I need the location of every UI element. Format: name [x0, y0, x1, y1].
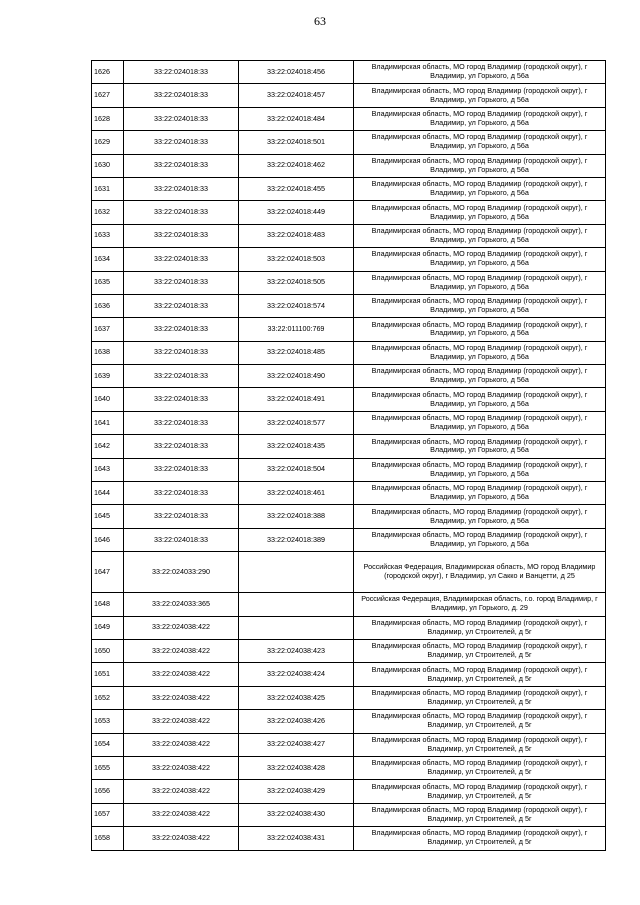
row-number-cell: 1637: [92, 318, 124, 341]
table-row: [92, 827, 606, 850]
table-row: [92, 803, 606, 826]
row-number-cell: 1650: [92, 639, 124, 662]
parent-cadastral-cell: 33:22:024038:422: [124, 733, 239, 756]
table-row: [92, 61, 606, 84]
registry-table: [91, 60, 606, 851]
cadastral-number-cell: 33:22:024018:491: [239, 388, 354, 411]
parent-cadastral-cell: 33:22:024038:422: [124, 639, 239, 662]
address-cell: Владимирская область, МО город Владимир (городской округ), г Владимир, ул Горького, д 56а: [354, 365, 606, 388]
table-row: [92, 552, 606, 593]
address-cell: Владимирская область, МО город Владимир (городской округ), г Владимир, ул Горького, д 56а: [354, 224, 606, 247]
parent-cadastral-cell: 33:22:024038:422: [124, 756, 239, 779]
cadastral-number-cell: 33:22:024018:389: [239, 528, 354, 551]
row-number-cell: 1647: [92, 552, 124, 593]
row-number-cell: 1632: [92, 201, 124, 224]
cadastral-number-cell: 33:22:024018:501: [239, 131, 354, 154]
parent-cadastral-cell: 33:22:024018:33: [124, 248, 239, 271]
address-cell: Владимирская область, МО город Владимир (городской округ), г Владимир, ул Горького, д 56а: [354, 177, 606, 200]
parent-cadastral-cell: 33:22:024038:422: [124, 710, 239, 733]
address-cell: Владимирская область, МО город Владимир (городской округ), г Владимир, ул Горького, д 56а: [354, 271, 606, 294]
row-number-cell: 1636: [92, 294, 124, 317]
cadastral-number-cell: 33:22:024018:503: [239, 248, 354, 271]
parent-cadastral-cell: 33:22:024018:33: [124, 271, 239, 294]
row-number-cell: 1638: [92, 341, 124, 364]
table-row: [92, 201, 606, 224]
row-number-cell: 1653: [92, 710, 124, 733]
table-row: [92, 411, 606, 434]
row-number-cell: 1627: [92, 84, 124, 107]
cadastral-number-cell: 33:22:024018:485: [239, 341, 354, 364]
table-row: [92, 388, 606, 411]
row-number-cell: 1644: [92, 482, 124, 505]
row-number-cell: 1657: [92, 803, 124, 826]
parent-cadastral-cell: 33:22:024018:33: [124, 365, 239, 388]
row-number-cell: 1639: [92, 365, 124, 388]
table-row: [92, 528, 606, 551]
parent-cadastral-cell: 33:22:024018:33: [124, 411, 239, 434]
parent-cadastral-cell: 33:22:024018:33: [124, 458, 239, 481]
parent-cadastral-cell: 33:22:024018:33: [124, 224, 239, 247]
parent-cadastral-cell: 33:22:024018:33: [124, 61, 239, 84]
address-cell: Владимирская область, МО город Владимир (городской округ), г Владимир, ул Строителей, д 5г: [354, 663, 606, 686]
table-row: [92, 756, 606, 779]
address-cell: Владимирская область, МО город Владимир (городской округ), г Владимир, ул Горького, д 56а: [354, 458, 606, 481]
row-number-cell: 1648: [92, 593, 124, 616]
parent-cadastral-cell: 33:22:024018:33: [124, 84, 239, 107]
address-cell: Владимирская область, МО город Владимир (городской округ), г Владимир, ул Строителей, д 5г: [354, 780, 606, 803]
address-cell: Владимирская область, МО город Владимир (городской округ), г Владимир, ул Строителей, д 5г: [354, 827, 606, 850]
row-number-cell: 1630: [92, 154, 124, 177]
row-number-cell: 1655: [92, 756, 124, 779]
table-row: [92, 131, 606, 154]
row-number-cell: 1635: [92, 271, 124, 294]
address-cell: Владимирская область, МО город Владимир (городской округ), г Владимир, ул Горького, д 56а: [354, 154, 606, 177]
parent-cadastral-cell: 33:22:024018:33: [124, 294, 239, 317]
address-cell: Владимирская область, МО город Владимир (городской округ), г Владимир, ул Горького, д 56а: [354, 294, 606, 317]
table-row: [92, 177, 606, 200]
cadastral-number-cell: 33:22:024018:574: [239, 294, 354, 317]
row-number-cell: 1645: [92, 505, 124, 528]
parent-cadastral-cell: 33:22:024038:422: [124, 663, 239, 686]
cadastral-number-cell: 33:22:024038:429: [239, 780, 354, 803]
address-cell: Владимирская область, МО город Владимир (городской округ), г Владимир, ул Строителей, д 5г: [354, 756, 606, 779]
address-cell: Владимирская область, МО город Владимир (городской округ), г Владимир, ул Горького, д 56а: [354, 248, 606, 271]
row-number-cell: 1654: [92, 733, 124, 756]
address-cell: Владимирская область, МО город Владимир (городской округ), г Владимир, ул Горького, д 56а: [354, 388, 606, 411]
row-number-cell: 1633: [92, 224, 124, 247]
cadastral-number-cell: 33:22:024018:461: [239, 482, 354, 505]
row-number-cell: 1643: [92, 458, 124, 481]
cadastral-number-cell: 33:22:024038:431: [239, 827, 354, 850]
table-row: [92, 365, 606, 388]
table-row: [92, 780, 606, 803]
cadastral-number-cell: 33:22:024038:430: [239, 803, 354, 826]
row-number-cell: 1656: [92, 780, 124, 803]
row-number-cell: 1641: [92, 411, 124, 434]
parent-cadastral-cell: 33:22:024018:33: [124, 201, 239, 224]
cadastral-number-cell: 33:22:024018:483: [239, 224, 354, 247]
cadastral-number-cell: 33:22:024038:426: [239, 710, 354, 733]
parent-cadastral-cell: 33:22:024038:422: [124, 780, 239, 803]
parent-cadastral-cell: 33:22:024018:33: [124, 154, 239, 177]
table-row: [92, 663, 606, 686]
parent-cadastral-cell: 33:22:024018:33: [124, 388, 239, 411]
address-cell: Владимирская область, МО город Владимир (городской округ), г Владимир, ул Строителей, д 5г: [354, 803, 606, 826]
address-cell: Владимирская область, МО город Владимир (городской округ), г Владимир, ул Строителей, д 5г: [354, 733, 606, 756]
table-row: [92, 271, 606, 294]
cadastral-number-cell: 33:22:024038:427: [239, 733, 354, 756]
address-cell: Владимирская область, МО город Владимир (городской округ), г Владимир, ул Строителей, д 5г: [354, 616, 606, 639]
parent-cadastral-cell: 33:22:024038:422: [124, 686, 239, 709]
table-row: [92, 248, 606, 271]
row-number-cell: 1628: [92, 107, 124, 130]
address-cell: Владимирская область, МО город Владимир (городской округ), г Владимир, ул Горького, д 56а: [354, 131, 606, 154]
row-number-cell: 1646: [92, 528, 124, 551]
table-row: [92, 435, 606, 458]
cadastral-number-cell: 33:22:024018:435: [239, 435, 354, 458]
address-cell: Российская Федерация, Владимирская область, МО город Владимир (городской округ), г Владимир, ул Сакко и Ванцетти, д 25: [354, 552, 606, 593]
address-cell: Владимирская область, МО город Владимир (городской округ), г Владимир, ул Горького, д 56а: [354, 107, 606, 130]
parent-cadastral-cell: 33:22:024018:33: [124, 177, 239, 200]
cadastral-number-cell: 33:22:011100:769: [239, 318, 354, 341]
address-cell: Владимирская область, МО город Владимир (городской округ), г Владимир, ул Горького, д 56а: [354, 528, 606, 551]
cadastral-number-cell: 33:22:024018:505: [239, 271, 354, 294]
row-number-cell: 1626: [92, 61, 124, 84]
cadastral-number-cell: 33:22:024018:504: [239, 458, 354, 481]
table-row: [92, 639, 606, 662]
address-cell: Владимирская область, МО город Владимир (городской округ), г Владимир, ул Горького, д 56а: [354, 201, 606, 224]
row-number-cell: 1642: [92, 435, 124, 458]
row-number-cell: 1634: [92, 248, 124, 271]
table-row: [92, 733, 606, 756]
cadastral-number-cell: 33:22:024018:462: [239, 154, 354, 177]
cadastral-number-cell: 33:22:024038:428: [239, 756, 354, 779]
table-row: [92, 341, 606, 364]
table-row: [92, 593, 606, 616]
table-row: [92, 616, 606, 639]
cadastral-number-cell: 33:22:024018:490: [239, 365, 354, 388]
row-number-cell: 1629: [92, 131, 124, 154]
parent-cadastral-cell: 33:22:024018:33: [124, 131, 239, 154]
address-cell: Владимирская область, МО город Владимир (городской округ), г Владимир, ул Строителей, д 5г: [354, 710, 606, 733]
parent-cadastral-cell: 33:22:024018:33: [124, 435, 239, 458]
address-cell: Российская Федерация, Владимирская область, г.о. город Владимир, г Владимир, ул Горького, д. 29: [354, 593, 606, 616]
parent-cadastral-cell: 33:22:024018:33: [124, 482, 239, 505]
cadastral-number-cell: 33:22:024018:388: [239, 505, 354, 528]
address-cell: Владимирская область, МО город Владимир (городской округ), г Владимир, ул Горького, д 56а: [354, 61, 606, 84]
cadastral-number-cell: 33:22:024018:457: [239, 84, 354, 107]
address-cell: Владимирская область, МО город Владимир (городской округ), г Владимир, ул Горького, д 56а: [354, 341, 606, 364]
parent-cadastral-cell: 33:22:024018:33: [124, 341, 239, 364]
address-cell: Владимирская область, МО город Владимир (городской округ), г Владимир, ул Горького, д 56а: [354, 411, 606, 434]
parent-cadastral-cell: 33:22:024033:365: [124, 593, 239, 616]
cadastral-number-cell: 33:22:024018:455: [239, 177, 354, 200]
cadastral-number-cell: 33:22:024018:456: [239, 61, 354, 84]
parent-cadastral-cell: 33:22:024018:33: [124, 528, 239, 551]
address-cell: Владимирская область, МО город Владимир (городской округ), г Владимир, ул Горького, д 56а: [354, 318, 606, 341]
row-number-cell: 1640: [92, 388, 124, 411]
table-row: [92, 505, 606, 528]
cadastral-number-cell: 33:22:024038:424: [239, 663, 354, 686]
parent-cadastral-cell: 33:22:024038:422: [124, 803, 239, 826]
address-cell: Владимирская область, МО город Владимир (городской округ), г Владимир, ул Горького, д 56а: [354, 505, 606, 528]
table-row: [92, 154, 606, 177]
table-row: [92, 710, 606, 733]
cadastral-number-cell: [239, 593, 354, 616]
row-number-cell: 1658: [92, 827, 124, 850]
parent-cadastral-cell: 33:22:024018:33: [124, 107, 239, 130]
parent-cadastral-cell: 33:22:024038:422: [124, 616, 239, 639]
table-row: [92, 224, 606, 247]
row-number-cell: 1649: [92, 616, 124, 639]
address-cell: Владимирская область, МО город Владимир (городской округ), г Владимир, ул Строителей, д 5г: [354, 639, 606, 662]
cadastral-number-cell: 33:22:024038:423: [239, 639, 354, 662]
table-row: [92, 107, 606, 130]
parent-cadastral-cell: 33:22:024038:422: [124, 827, 239, 850]
table-row: [92, 482, 606, 505]
parent-cadastral-cell: 33:22:024018:33: [124, 318, 239, 341]
cadastral-number-cell: [239, 616, 354, 639]
table-row: [92, 318, 606, 341]
table-row: [92, 458, 606, 481]
parent-cadastral-cell: 33:22:024018:33: [124, 505, 239, 528]
cadastral-number-cell: 33:22:024018:449: [239, 201, 354, 224]
cadastral-number-cell: 33:22:024018:484: [239, 107, 354, 130]
row-number-cell: 1652: [92, 686, 124, 709]
address-cell: Владимирская область, МО город Владимир (городской округ), г Владимир, ул Строителей, д 5г: [354, 686, 606, 709]
cadastral-number-cell: [239, 552, 354, 593]
table-row: [92, 294, 606, 317]
row-number-cell: 1631: [92, 177, 124, 200]
table-row: [92, 686, 606, 709]
address-cell: Владимирская область, МО город Владимир (городской округ), г Владимир, ул Горького, д 56а: [354, 84, 606, 107]
address-cell: Владимирская область, МО город Владимир (городской округ), г Владимир, ул Горького, д 56а: [354, 482, 606, 505]
cadastral-number-cell: 33:22:024018:577: [239, 411, 354, 434]
registry-table-body: [92, 61, 606, 851]
address-cell: Владимирская область, МО город Владимир (городской округ), г Владимир, ул Горького, д 56а: [354, 435, 606, 458]
row-number-cell: 1651: [92, 663, 124, 686]
parent-cadastral-cell: 33:22:024033:290: [124, 552, 239, 593]
table-row: [92, 84, 606, 107]
page-number: 63: [314, 14, 326, 28]
cadastral-number-cell: 33:22:024038:425: [239, 686, 354, 709]
